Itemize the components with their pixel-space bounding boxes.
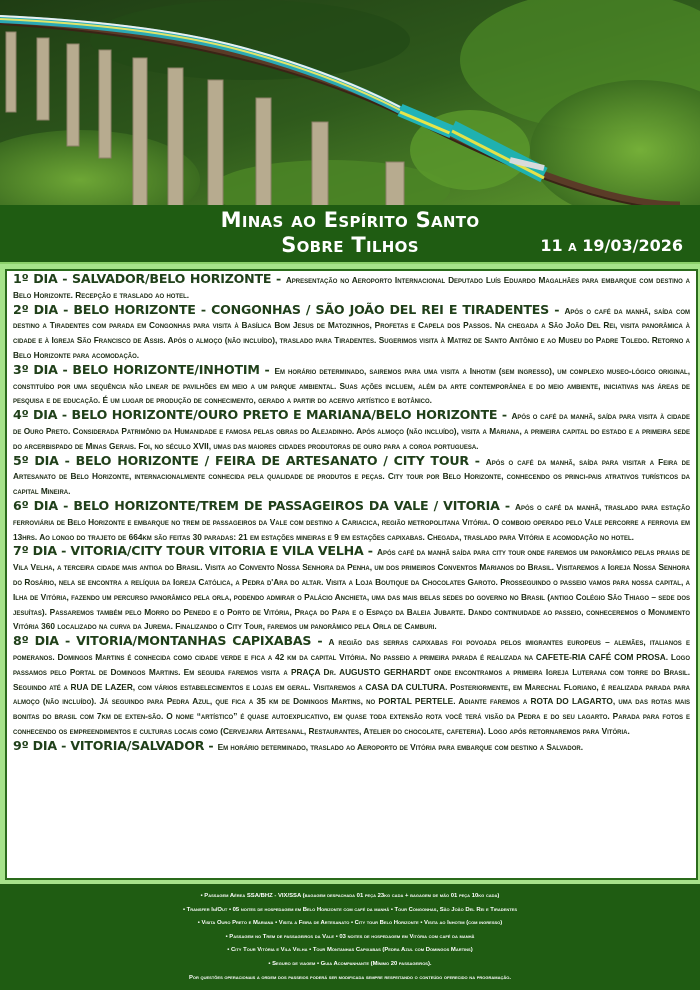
inclusions-footer bbox=[0, 884, 700, 990]
day-heading: 7º DIA - VITORIA/CITY TOUR VITORIA E VILA VELHA - bbox=[13, 543, 377, 559]
itinerary-day-8 bbox=[13, 634, 690, 739]
train-viaduct-illustration bbox=[0, 0, 700, 205]
title-band bbox=[0, 205, 700, 264]
day-heading: 5º DIA - BELO HORIZONTE / FEIRA DE ARTESANATO / CITY TOUR - bbox=[13, 452, 486, 468]
tour-dates: 11 a 19/03/2026 bbox=[540, 236, 683, 255]
inclusion-line: • Visita Ouro Preto e Mariana • Visita a Feira de Artesanato • City tour Belo Horizonte • Visita ao Inhotim (com ingresso) bbox=[197, 920, 503, 927]
itinerary-day-3 bbox=[13, 363, 690, 408]
day-description: Após o café da manhã, saída com destino a Tiradentes com parada em Congonhas para visita à Basílica Bom Jesus de Matozinhos, Profetas e Capela dos Passos. Na chegada a São João Del Rei, visita panorâmica à cidade e à Igreja São Francisco de Assis. Após o almoço (não incluído), traslado para Tiradentes. Sugerimos visita à Matriz de Santo Antônio e ao Museu do Padre Toledo. Retorno a Belo Horizonte para acomodação. bbox=[13, 305, 690, 360]
day-description: Após café da manhã saída para city tour onde faremos um panorâmico pelas praias de Vila Velha, a terceira cidade mais antiga do Brasil. Visita ao Convento Nossa Senhora da Penha, um dos primeiros Conventos Marianos do Brasil. Visitaremos a Igreja Nossa Senhora do Rosário, nela se encontra a relíquia da Igreja Católica, a Pedra d'Ara do altar. Visita a Loja Boutique da Chocolates Garoto. Prosseguindo o passeio vamos para nossa capital, a Ilha de Vitória, fazendo um percurso panorâmico pela orla, podendo admirar o Palácio Anchieta, uma das mais belas sedes do governo no Brasil (antigo Colégio São Thiago – sede dos jesuítas). Passaremos também pelo Morro do Penedo e o Porto de Vitória, Praça do Papa e o Espaço da Baleia Jubarte. Dando continuidade ao passeio, conheceremos o Monumento Vitória 360 localizado na curva da Jurema. Finalizando o City Tour, faremos um panorâmico pela Orla de Camburi. bbox=[13, 547, 690, 632]
inclusion-line: • Transfer In/Out • 05 noites de hospedagem em Belo Horizonte com café da manhã • Tour Congonhas, São João Del Rei e Tiradentes bbox=[182, 906, 518, 913]
itinerary-day-7 bbox=[13, 544, 690, 634]
day-description: Após o café da manhã, traslado para estação ferroviária de Belo Horizonte e embarque no trem de passageiros da Vale com destino a Cariacica, região metropolitana Vitória. O comboio operado pelo Vale percorre a ferrovia em 13hrs. Ao longo do trajeto de 664km são feitas 30 paradas: 21 em estações mineiras e 9 em estações capixabas. Chegada, traslado para Vitória e acomodação no hotel. bbox=[13, 501, 690, 542]
inclusion-line: • Passagem Aérea SSA/BHZ - VIX/SSA (bagagem despachada 01 peça 23kg cada + bagagem de mão 01 peça 10kg cada) bbox=[200, 893, 500, 899]
itinerary-day-2 bbox=[13, 303, 690, 363]
hero-photo-train-viaduct bbox=[0, 0, 700, 205]
day-heading: 3º DIA - BELO HORIZONTE/INHOTIM - bbox=[13, 361, 275, 377]
day-description: Após o café da manhã, saída para visita à cidade de Ouro Preto. Considerada Patrimônio da Humanidade e famosa pelas obras do Alejadinho. Após almoço (não incluído), visita a Mariana, a primeira capital do estado e a primeira sede do arcerbispado de Minas Gerais. Foi, no século XVII, umas das maiores cidades produtoras de ouro para a coroa portuguesa. bbox=[13, 411, 690, 451]
day-description: Após o café da manhã, saída para visitar a Feira de Artesanato de Belo Horizonte, internacionalmente conhecida pela qualidade de produtos e peças. City tour por Belo Horizonte, conhecendo os princi-pais atrativos turísticos da capital Mineira. bbox=[13, 456, 690, 497]
itinerary-day-1 bbox=[13, 272, 690, 303]
day-heading: 2º DIA - BELO HORIZONTE - CONGONHAS / SÃO JOÃO DEL REI E TIRADENTES - bbox=[13, 301, 565, 317]
day-heading: 8º DIA - VITORIA/MONTANHAS CAPIXABAS - bbox=[13, 633, 329, 649]
tour-subtitle: Sobre Tilhos bbox=[281, 233, 419, 257]
disclaimer-note: Por questões operacionais a ordem dos passeios poderá ser modificada sempre respeitando o conteúdo oferecido na programação. bbox=[188, 974, 512, 981]
day-heading: 9º DIA - VITORIA/SALVADOR - bbox=[13, 737, 218, 753]
itinerary-day-4 bbox=[13, 408, 690, 453]
day-heading: 4º DIA - BELO HORIZONTE/OURO PRETO E MARIANA/BELO HORIZONTE - bbox=[13, 407, 512, 423]
itinerary-box bbox=[5, 269, 698, 880]
day-description: A região das serras capixabas foi povoada pelos imigrantes europeus – alemães, italianos e pomeranos. Domingos Martins é conhecida como cidade verde e fica a 42 km da capital Vitória. No passeio a primeira parada é realizada na CAFETE-RIA CAFÉ COM PROSA. Logo passamos pelo Portal de Domingos Martins. Em seguida faremos visita a PRAÇA Dr. AUGUSTO GERHARDT onde encontramos a primeira Igreja Luterana com torre do Brasil. Seguindo até a RUA DE LAZER, com vários estabelecimentos e lojas em geral. Visitaremos a CASA DA CULTURA. Posteriormente, em Marechal Floriano, é realizada parada para almoço (não incluído). Já seguindo para Pedra Azul, que fica a 35 km de Domingos Martins, no PORTAL PERTELE. Adiante faremos a ROTA DO LAGARTO, uma das rotas mais bonitas do brasil com 7km de exten-são. O nome “artístico” é quase autoexplicativo, em quase toda extensão rota você terá visão da Pedra e do seu lagarto. Parada para fotos e conhecendo os empreendimentos e culturas locais como (Cervejaria Artesanal, Restaurantes, Atelier do chocolate, cafeteria). Logo após retornaremos para Vitória. bbox=[13, 637, 690, 736]
itinerary-day-9 bbox=[13, 739, 690, 755]
inclusion-line: • Passagem no Trem de passageiros da Vale • 03 noites de hospedagem em Vitória com café da manhã bbox=[225, 933, 475, 940]
day-description: Em horário determinado, traslado ao Aeroporto de Vitória para embarque com destino a Salvador. bbox=[217, 741, 584, 752]
day-description: Apresentação no Aeroporto Internacional Deputado Luís Eduardo Magalhães para embarque com destino a Belo Horizonte. Recepção e traslado ao hotel. bbox=[13, 275, 690, 300]
itinerary-day-5 bbox=[13, 454, 690, 499]
day-description: Em horário determinado, sairemos para uma visita a Inhotim (sem ingresso), um complexo museo-lógico original, constituído por uma sequência não linear de pavilhões em meio a um parque ambiental. Suas ações incluem, além da arte contemporânea e do meio ambiente, iniciativas nas áreas de pesquisa e de educação. É um lugar de produção de conhecimento, gerado a partir do acervo artístico e botânico. bbox=[13, 365, 691, 406]
day-heading: 1º DIA - SALVADOR/BELO HORIZONTE - bbox=[13, 271, 286, 286]
tour-title: Minas ao Espírito Santo bbox=[220, 208, 480, 232]
inclusion-line: • City Tour Vitória e Vila Velha • Tour Montanhas Capixabas (Pedra Azul com Domingos Martins) bbox=[227, 947, 473, 954]
day-heading: 6º DIA - BELO HORIZONTE/TREM DE PASSAGEIROS DA VALE / VITORIA - bbox=[13, 497, 516, 513]
inclusion-line: • Seguro de viagem • Guia Acompanhante (Mínimo 20 passageiros). bbox=[268, 960, 432, 967]
itinerary-section bbox=[0, 264, 700, 884]
itinerary-day-6 bbox=[13, 499, 690, 544]
